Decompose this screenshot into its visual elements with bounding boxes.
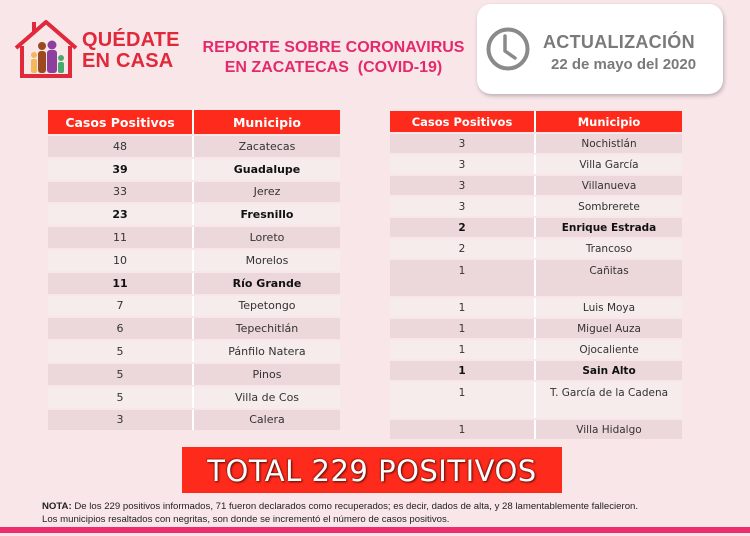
footnote-line-2: Los municipios resaltados con negritas, son donde se incrementó el número de casos positivos. xyxy=(42,513,450,525)
update-card xyxy=(477,4,723,94)
cell-cases: 48 xyxy=(48,136,192,157)
bottom-accent-bar xyxy=(0,527,750,533)
update-label: ACTUALIZACIÓN xyxy=(543,32,695,52)
cell-municipio: Pánfilo Natera xyxy=(192,341,340,362)
footnote-text-1: De los 229 positivos informados, 71 fueron declarados como recuperados; es decir, dados de alta, y 28 lamentablemente fallecieron. xyxy=(71,501,639,512)
cell-cases: 3 xyxy=(390,176,534,195)
cell-cases: 5 xyxy=(48,387,192,408)
table-row xyxy=(390,361,682,380)
cell-municipio: Enrique Estrada xyxy=(534,218,682,237)
brand-line-2: EN CASA xyxy=(82,50,174,72)
table-row xyxy=(390,382,682,418)
table-row xyxy=(390,260,682,296)
report-title-line-1: REPORTE SOBRE CORONAVIRUS xyxy=(202,39,465,56)
cell-cases: 11 xyxy=(48,227,192,248)
cell-cases: 6 xyxy=(48,318,192,339)
cell-cases: 3 xyxy=(390,134,534,153)
cell-cases: 1 xyxy=(390,298,534,317)
table-row xyxy=(48,318,340,339)
cell-cases: 1 xyxy=(390,319,534,338)
report-title-line-2: EN ZACATECAS (COVID-19) xyxy=(224,59,443,76)
column-header-municipio: Municipio xyxy=(534,111,682,132)
table-row xyxy=(48,250,340,271)
cell-municipio: Tepechitlán xyxy=(192,318,340,339)
table-row xyxy=(390,239,682,258)
cell-municipio: Calera xyxy=(192,410,340,431)
footnote xyxy=(42,501,742,526)
cell-cases: 39 xyxy=(48,159,192,180)
table-row xyxy=(390,176,682,195)
cell-municipio: Sain Alto xyxy=(534,361,682,380)
cell-municipio: Luis Moya xyxy=(534,298,682,317)
cases-table-left xyxy=(48,108,340,432)
cell-municipio: Villa García xyxy=(534,155,682,174)
cell-cases: 1 xyxy=(390,340,534,359)
cell-municipio: Villanueva xyxy=(534,176,682,195)
cell-cases: 11 xyxy=(48,273,192,294)
cell-municipio: Villa Hidalgo xyxy=(534,420,682,439)
cell-municipio: Sombrerete xyxy=(534,197,682,216)
cell-cases: 3 xyxy=(48,410,192,431)
table-row xyxy=(390,319,682,338)
cell-municipio: Guadalupe xyxy=(192,159,340,180)
cell-municipio: Miguel Auza xyxy=(534,319,682,338)
cell-cases: 2 xyxy=(390,239,534,258)
table-row xyxy=(48,204,340,225)
cases-table-right xyxy=(390,109,682,441)
table-row xyxy=(390,134,682,153)
brand-line-1: QUÉDATE xyxy=(82,29,180,51)
column-header-cases: Casos Positivos xyxy=(390,111,534,132)
cell-municipio: Villa de Cos xyxy=(192,387,340,408)
cell-municipio: T. García de la Cadena xyxy=(534,382,682,418)
table-row xyxy=(48,273,340,294)
cell-municipio: Loreto xyxy=(192,227,340,248)
table-row xyxy=(48,296,340,317)
update-date: 22 de mayo del 2020 xyxy=(551,56,697,73)
cell-cases: 5 xyxy=(48,364,192,385)
table-row xyxy=(48,227,340,248)
total-banner: TOTAL 229 POSITIVOS xyxy=(182,447,562,493)
cell-municipio: Pinos xyxy=(192,364,340,385)
brand-text xyxy=(82,30,180,72)
cell-cases: 2 xyxy=(390,218,534,237)
house-family-icon xyxy=(14,18,78,80)
cell-municipio: Jerez xyxy=(192,182,340,203)
cell-cases: 1 xyxy=(390,420,534,439)
cell-cases: 1 xyxy=(390,382,534,418)
table-row xyxy=(48,136,340,157)
cell-municipio: Morelos xyxy=(192,250,340,271)
cell-cases: 33 xyxy=(48,182,192,203)
table-row xyxy=(48,410,340,431)
column-header-cases: Casos Positivos xyxy=(48,110,192,134)
table-row xyxy=(390,218,682,237)
table-row xyxy=(390,197,682,216)
cell-cases: 3 xyxy=(390,197,534,216)
table-row xyxy=(48,364,340,385)
cell-municipio: Río Grande xyxy=(192,273,340,294)
cell-cases: 7 xyxy=(48,296,192,317)
cell-municipio: Fresnillo xyxy=(192,204,340,225)
cell-municipio: Tepetongo xyxy=(192,296,340,317)
report-title xyxy=(196,38,471,78)
cell-cases: 10 xyxy=(48,250,192,271)
cell-cases: 23 xyxy=(48,204,192,225)
table-row xyxy=(390,155,682,174)
cell-cases: 3 xyxy=(390,155,534,174)
cell-municipio: Nochistlán xyxy=(534,134,682,153)
footnote-label: NOTA: xyxy=(42,501,72,512)
cell-cases: 5 xyxy=(48,341,192,362)
cell-municipio: Trancoso xyxy=(534,239,682,258)
cell-cases: 1 xyxy=(390,361,534,380)
table-row xyxy=(48,387,340,408)
cell-cases: 1 xyxy=(390,260,534,296)
table-row xyxy=(390,340,682,359)
table-row xyxy=(48,341,340,362)
table-header-row xyxy=(390,111,682,132)
table-header-row xyxy=(48,110,340,134)
table-row xyxy=(390,298,682,317)
clock-icon xyxy=(485,26,531,72)
table-row xyxy=(48,182,340,203)
table-row xyxy=(390,420,682,439)
table-row xyxy=(48,159,340,180)
column-header-municipio: Municipio xyxy=(192,110,340,134)
cell-municipio: Zacatecas xyxy=(192,136,340,157)
footnote-line-1 xyxy=(42,501,742,514)
cell-municipio: Ojocaliente xyxy=(534,340,682,359)
cell-municipio: Cañitas xyxy=(534,260,682,296)
